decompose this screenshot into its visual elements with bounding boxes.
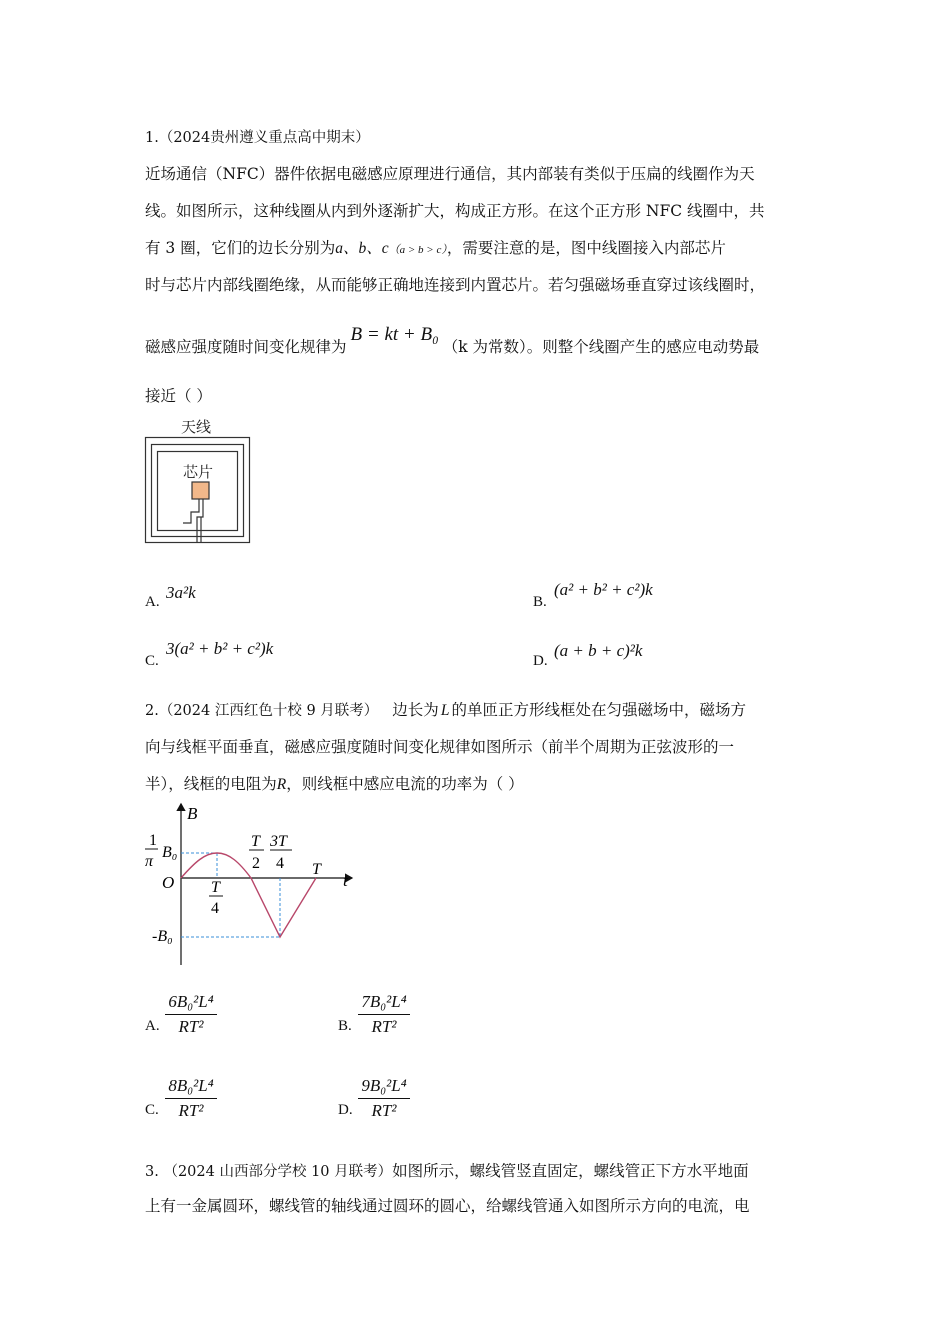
tick-quarter-den: 4 [211, 900, 219, 917]
q2-option-a-letter: A. [145, 1018, 160, 1034]
q2-option-c: 8B₀²L⁴ RT² [165, 1076, 217, 1121]
q1-option-d-letter: D. [533, 653, 548, 669]
q1-option-c-letter: C. [145, 653, 159, 669]
q1-line-1: 近场通信（NFC）器件依据电磁感应原理进行通信，其内部装有类似于压扁的线圈作为天 [145, 165, 755, 183]
q1-option-a: 3a²k [166, 583, 196, 602]
q1-option-b: (a² + b² + c²)k [554, 580, 653, 599]
q1-option-c: 3(a² + b² + c²)k [166, 639, 274, 658]
axis-x-label: t [343, 871, 348, 890]
antenna-label: 天线 [181, 420, 212, 436]
chip-label: 芯片 [183, 465, 214, 481]
q1-line-5: 磁感应强度随时间变化规律为B = kt + B₀（k 为常数）。则整个线圈产生的感应电动势最 [145, 324, 760, 356]
q1-option-a-letter: A. [145, 594, 160, 610]
tick-half-den: 2 [252, 855, 260, 872]
tick-3q-den: 4 [276, 855, 284, 872]
q2-option-b: 7B₀²L⁴ RT² [358, 992, 410, 1037]
tick-3q-num: 3T [270, 833, 287, 850]
q3-line-1: 3. （2024 山西部分学校 10 月联考）如图所示，螺线管竖直固定，螺线管正下方水平地面 [145, 1162, 749, 1180]
q1-option-b-letter: B. [533, 594, 547, 610]
q1-line-3: 有 3 圈，它们的边长分别为a、b、c（a > b > c），需要注意的是，图中线圈接入内部芯片 [145, 239, 726, 257]
q1-line-2: 线。如图所示，这种线圈从内到外逐渐扩大，构成正方形。在这个正方形 NFC 线圈中，共 [145, 202, 765, 220]
q1-header: 1.（2024贵州遵义重点高中期末） [145, 130, 370, 146]
b-t-graph [140, 800, 365, 970]
b-curve [181, 853, 316, 937]
q2-option-b-letter: B. [338, 1018, 352, 1034]
q2-option-c-letter: C. [145, 1102, 159, 1118]
peak-frac-den: π [145, 853, 154, 870]
q3-line-2: 上有一金属圆环，螺线管的轴线通过圆环的圆心，给螺线管通入如图所示方向的电流，电 [145, 1197, 750, 1215]
peak-frac-num: 1 [149, 832, 157, 849]
q2-line-1: 2.（2024 江西红色十校 9 月联考） 边长为 L 的单匝正方形线框处在匀强磁场中，磁场方 [145, 701, 746, 719]
tick-full: T [312, 861, 321, 878]
q2-option-d: 9B₀²L⁴ RT² [358, 1076, 410, 1121]
chip-square [192, 482, 209, 499]
nfc-coil-figure [144, 418, 252, 546]
q1-line-6: 接近（ ） [145, 387, 212, 405]
q2-option-a: 6B₀²L⁴ RT² [165, 992, 217, 1037]
peak-b0-label: B₀ [162, 844, 178, 861]
q1-formula: B = kt + B₀ [350, 324, 439, 345]
q2-option-d-letter: D. [338, 1102, 353, 1118]
min-label: -B₀ [152, 928, 173, 945]
q1-option-d: (a + b + c)²k [554, 641, 643, 660]
q1-line-4: 时与芯片内部线圈绝缘，从而能够正确地连接到内置芯片。若匀强磁场垂直穿过该线圈时， [145, 276, 766, 294]
q2-line-2: 向与线框平面垂直，磁感应强度随时间变化规律如图所示（前半个周期为正弦波形的一 [145, 738, 735, 756]
tick-half-num: T [251, 833, 260, 850]
q2-line-3: 半），线框的电阻为R，则线框中感应电流的功率为（ ） [145, 775, 524, 793]
origin-label: O [162, 873, 175, 892]
axis-y-label: B [187, 804, 198, 823]
tick-quarter-num: T [211, 879, 220, 896]
